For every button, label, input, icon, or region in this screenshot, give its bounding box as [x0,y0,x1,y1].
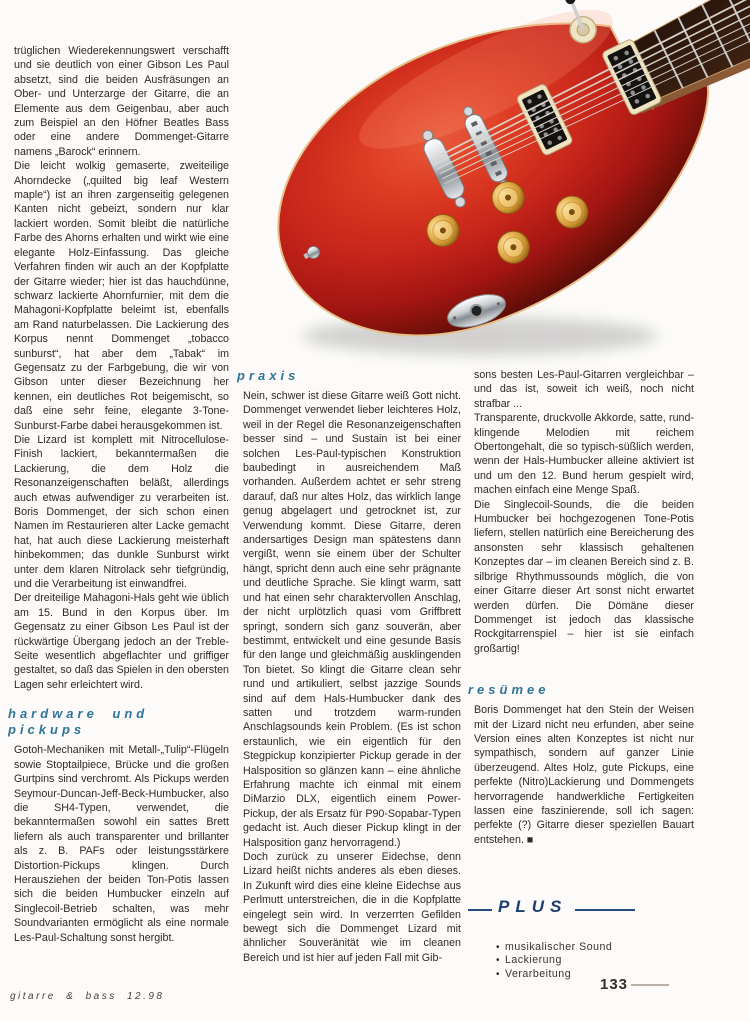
paragraph: Nein, schwer ist diese Gitarre weiß Gott nicht. Dommenget verwendet lieber leichteres Holz, weil in der Regel die Resonanzeigenschaften besser sind – und Sustain ist bei einer solchen Les-Paul-typischen Konstruktion baubedingt in ausreichendem Maß vorhanden. Außerdem achtet er sehr streng darauf, daß nur altes Holz, das wirklich lange genug abgelagert und getrocknet ist, zur Verwendung kommt. Diese Gitarre, deren andersartiges Design man spätestens dann vergißt, wenn sie einem über der Schulter hängt, spricht denn auch eine sehr prägnante und deutliche Sprache. Sie klingt warm, satt und hat einen sehr charaktervollen Anschlag, der nicht urplötzlich quasi vom Griffbrett springt, sondern sich ganz souverän, aber bestimmt, entwickelt und eine gesunde Basis für den lange und gleichmäßig ausklingenden Ton bietet. So klingt die Gitarre clean sehr rund und artikuliert, selbst jazzige Sounds sind auf dem Hals-Humbucker dank des satten und trotzdem warm-runden Anschlagsounds kein Problem. (Es ist schon erstaunlich, wie ein eigentlich für den Stegpickup konzipierter Pickup gerade in der Halsposition so glänzen kann – eine ähnliche Erfahrung machte ich einmal mit einem DiMarzio DLX, eigentlich einem Power-Pickup, der als Ersatz für P90-Sopabar-Typen gedacht ist. Auch dieser Pickup klingt in der Halsposition ganz hervorragend.) [243,390,461,849]
paragraph: Der dreiteilige Mahagoni-Hals geht wie üblich am 15. Bund in den Korpus über. Im Gegensatz zu einer Gibson Les Paul ist der rückwärtige Übergang jedoch an der Treble-Seite wesentlich abgeflachter und griffiger gestaltet, so daß das Spielen in den obersten Lagen sehr erleichtert wird. [14,592,229,691]
paragraph: Die leicht wolkig gemaserte, zweiteilige Ahorndecke („quilted big leaf Western maple“) ist an ihren zargenseitig gelegenen Kanten nicht gebeizt, sondern nur klar lackiert worden. Somit bleibt die natürliche Farbe des Ahorns erhalten und wirkt wie eine elegante Holz-Einfassung. Das gleiche Verfahren finden wir auch an der Kopfplatte der Gitarre wieder; hier ist das hauchdünne, schwarz lackierte Ahornfurnier, mit dem die Mahagoni-Kopfplatte beleimt ist, ebenfalls am Rand naturbelassen. Die Lackierung des Korpus nennt Dommenget „tobacco sunburst“, hat aber dem „Tabak“ im Gegensatz zu der Farbgebung, die wir von Gibson unter dieser Bezeichnung her kennen, ein deutliches Rot beigemischt, so daß eine sehr feine, elegante 3-Tone-Sunburst-Farbe dabei herausgekommen ist. [14,160,229,432]
section-heading-hardware-pickups [8,706,229,738]
plus-item-label: Verarbeitung [505,967,572,980]
paragraph: Gotoh-Mechaniken mit Metall-„Tulip“-Flügeln sowie Stoptailpiece, Brücke und die großen Gurtpins sind verchromt. Als Pickups werden Seymour-Duncan-Jeff-Beck-Humbucker, also die SH4-Typen, verwendet, die bekanntermaßen sowohl ein sattes Brett liefern als auch transparenter und brillanter als z. B. PAFs oder leistungsstärkere Distortion-Pickups klingen. Durch Herausziehen der beiden Ton-Potis lassen sich die beiden Humbucker einzeln auf Singlecoil-Betrieb schalten, was mehr Soundvarianten ermöglicht als eine normale Les-Paul-Schaltung sonst hergibt. [14,744,229,944]
section-heading-praxis: praxis [237,368,300,383]
plus-item-label: Lackierung [505,954,562,967]
bullet-icon: • [496,968,501,980]
magazine-footer: gitarre & bass 12.98 [10,991,165,1002]
guitar-photo [230,0,750,368]
paragraph: Transparente, druckvolle Akkorde, satte, rund-klingende Melodien mit reichem Obertongehalt, die so typisch-süßlich werden, wenn der Hals-Humbucker alleine aktiviert ist und um den 12. Bund herum gespielt wird, machen einfach eine Menge Spaß. [474,412,694,497]
column-left [8,44,229,989]
page-number [600,976,669,993]
heading-line: hardware und [8,706,149,722]
plus-box [468,898,704,981]
column-right [468,368,694,893]
column-middle [237,368,461,1020]
paragraph: Die Lizard ist komplett mit Nitrocellulose-Finish lackiert, bekanntermaßen die Lackierung, die dem Holz die Resonanzeigenschaften beläßt, allerdings auch etwas aufwendiger zu verarbeiten ist. Boris Dommenget, der sich schon einen Namen im Restaurieren alter Lacke gemacht hat, hat auch diese Lackierung meisterhaft hinbekommen; das dunkle Sunburst wirkt unter dem klaren Nitrolack sehr tiefgründig, und die Verarbeitung ist einwandfrei. [14,433,229,591]
plus-rule-left [468,909,492,911]
paragraph: Boris Dommenget hat den Stein der Weisen mit der Lizard nicht neu erfunden, aber seine Version eines alten Konzeptes ist nicht nur sympathisch, sondern auf ganzer Linie überzeugend. Altes Holz, gute Pickups, eine perfekte (Nitro)Lackierung und Dommengets hervorragende handwerkliche Fertigkeiten lassen eine faszinierende, soll ich sagen: perfekte (?) Gitarre dieser speziellen Bauart entstehen. ■ [474,704,694,846]
bullet-icon: • [496,942,501,953]
plus-item [496,941,704,954]
page-number-value: 133 [600,976,629,993]
section-heading-resumee: resümee [468,682,550,698]
heading-line: pickups [8,722,86,738]
guitar-photo-svg [230,0,750,368]
plus-item-label: musikalischer Sound [505,941,613,953]
page-number-rule [631,984,669,986]
paragraph: trüglichen Wiederekennungswert verschafft und sie deutlich von einer Gibson Les Paul absetzt, sind die beiden Ausfräsungen an Ober- und Unterzarge der Gitarre, die an Elemente aus dem Geigenbau, aber auch zum Beispiel an den Höfner Beatles Bass oder eine andere Dommenget-Gitarre namens „Barock“ erinnern. [14,45,229,158]
plus-title: PLUS [498,897,568,916]
paragraph: Doch zurück zu unserer Eidechse, denn Lizard heißt nichts anderes als eben dieses. In Zukunft wird dies eine kleine Eidechse aus Perlmutt unterstreichen, die in die Kopfplatte eingelegt sein wird. In verzerrten Gefilden bewegt sich die Dommenget Lizard mit ähnlicher Souveränität wie im cleanen Bereich und ist hier auf jeden Fall mit Gib- [243,851,461,964]
paragraph: Die Singlecoil-Sounds, die die beiden Humbucker bei hochgezogenen Tone-Potis liefern, stellen natürlich eine Bereicherung des ansonsten sehr klassisch gehaltenen Konzeptes dar – im cleanen Bereich sind z. B. silbrige Rhythmussounds möglich, die von einer Gitarre dieser Art sonst nicht erwartet werden dürfen. Die Dömäne dieser Dommenget ist jedoch das klassische Rockgitarrenspiel – hier ist sie einfach großartig! [474,498,694,655]
plus-item [496,954,704,967]
plus-rule-right [575,909,635,911]
bullet-icon: • [496,955,501,967]
plus-title-row [468,898,704,915]
paragraph: sons besten Les-Paul-Gitarren vergleichbar – und das ist, soweit ich weiß, noch nicht strafbar ... [474,369,694,410]
